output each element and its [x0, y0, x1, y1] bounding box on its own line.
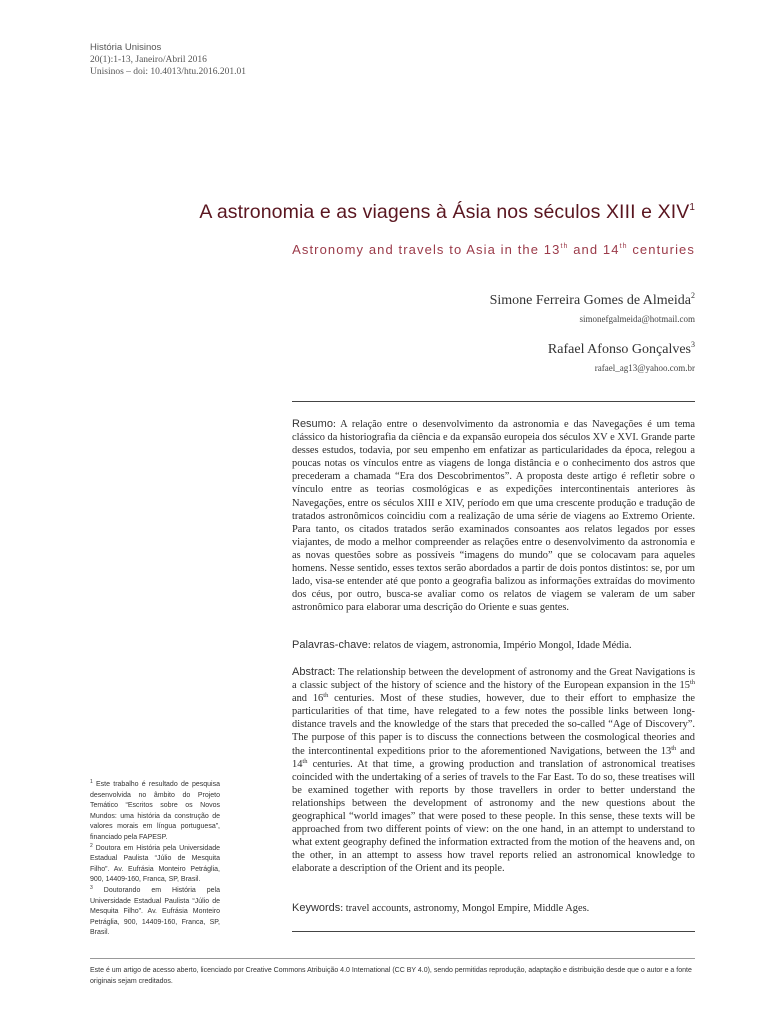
- footnote: [90, 780, 220, 844]
- abstract-sup: th: [689, 679, 695, 687]
- subtitle-sup: th: [560, 243, 569, 250]
- abstract-text: centuries. At that time, a growing production and translation of astronomical treatises coincided with the undertaking of a series of travels to the Far East. To do so, these treatises will be examined together with reports by those travellers in order to better understand the relationships between the development of astronomy and the new questions about the geographical “world images” that were posed to these people. In this sense, these texts will be approached from two different points of view: on the one hand, in an attempt to understand to what extent geography defined the information extracted from the motion of the heavens and, on the other, in an attempt to assess how travel reports relied an astronomical knowledge to elaborate a description of the Orient and its people.: [292, 758, 695, 875]
- footnote-number: 1: [90, 779, 93, 785]
- subtitle-part: and 14: [568, 242, 620, 257]
- footnote-number: 3: [90, 884, 93, 891]
- subtitle-part: centuries: [627, 242, 695, 257]
- author-note: 3: [691, 340, 695, 349]
- abstract-text: : The relationship between the development of astronomy and the Great Navigations is a classic subject of the history of science and the history of the European expansion in the 15: [292, 667, 695, 692]
- article-subtitle: [292, 242, 695, 257]
- author-name: Rafael Afonso Gonçalves: [547, 342, 691, 357]
- subtitle-sup: th: [619, 243, 628, 250]
- author-1: [490, 291, 695, 309]
- journal-header: [90, 42, 246, 78]
- footnote-text: Doutora em História pela Universidade Estadual Paulista “Júlio de Mesquita Filho”. Av. Eufrásia Monteiro Petráglia, 900, 14409-160, Franca, SP, Brasil.: [90, 844, 220, 884]
- footnote: [90, 886, 220, 939]
- journal-name: História Unisinos: [90, 42, 162, 53]
- abstract-text: and 16: [292, 693, 324, 705]
- footnote-text: Este trabalho é resultado de pesquisa desenvolvida no âmbito do Projeto Temático “Escritos sobre os Novos Mundos: uma história da construção de valores morais em língua portuguesa”, financiado pela FAPESP.: [90, 781, 220, 841]
- author-2: [548, 340, 695, 358]
- license-note: Este é um artigo de acesso aberto, licenciado por Creative Commons Atribuição 4.0 International (CC BY 4.0), sendo permitidas reprodução, adaptação e distribuição desde que o autor e a fonte originais sejam creditados.: [90, 967, 692, 985]
- footnote-number: 2: [90, 842, 93, 849]
- abstract-block: [292, 666, 695, 876]
- journal-doi: Unisinos – doi: 10.4013/htu.2016.201.01: [90, 67, 246, 77]
- abstract-text: and 14: [292, 745, 695, 770]
- author-note: 2: [691, 291, 695, 300]
- keywords: [292, 902, 695, 915]
- resumo-block: [292, 418, 695, 614]
- resumo-label: Resumo: [292, 418, 333, 430]
- abstract-text: centuries. Most of these studies, however, due to their effort to emphasize the particularities of that time, have relegated to a few notes the possible links between long-distance travels and the knowledge of the stars that preceded the so-called “Age of Discovery”. The purpose of this paper is to discuss the connections between the cosmological theories and the intercontinental expeditions prior to the aforementioned Navigations, between the 13: [292, 693, 696, 757]
- palavras-label: Palavras-chave: [292, 639, 368, 651]
- author-1-email[interactable]: simonefgalmeida@hotmail.com: [579, 314, 695, 324]
- abstract-sup: th: [323, 692, 329, 700]
- palavras-chave: [292, 639, 695, 652]
- bottom-abstract-rule: [292, 931, 695, 932]
- footnotes: [90, 780, 220, 939]
- article-title: [199, 201, 695, 224]
- keywords-text: : travel accounts, astronomy, Mongol Empire, Middle Ages.: [340, 903, 590, 914]
- abstract-sup: th: [302, 757, 308, 765]
- title-note: 1: [689, 202, 695, 213]
- abstract-sup: th: [671, 744, 677, 752]
- keywords-label: Keywords: [292, 902, 341, 914]
- top-rule: [292, 401, 695, 402]
- palavras-text: : relatos de viagem, astronomia, Império Mongol, Idade Média.: [367, 640, 632, 651]
- author-2-email[interactable]: rafael_ag13@yahoo.com.br: [594, 363, 695, 373]
- abstract-label: Abstract: [292, 666, 333, 678]
- resumo-text: : A relação entre o desenvolvimento da astronomia e das Navegações é um tema clássico da historiografia da ciência e da expansão europeia dos séculos XV e XVI. Grande parte desses estudos, todavia, por seu empenho em enfatizar as particularidades da época, relegou a poucas notas os vínculos entre as viagens de longa distância e o conhecimento dos astros que precederam a chamada “Era dos Descobrimentos”. A proposta deste artigo é refletir sobre o vínculo entre as teorias cosmológicas e as expedições intercontinentais anteriores às Navegações, entre os séculos XIII e XIV, período em que uma crescente produção e tradução de tratados astronômicos coincidiu com a realização de uma série de viagens ao Extremo Oriente. Para tanto, os citados tratados serão examinados consoantes aos relatos legados por esses viajantes, de modo a melhor compreender as relações entre o desenvolvimento da astronomia e as novas questões sobre as possíveis “imagens do mundo” que se colocavam para aqueles homens. Nesse sentido, esses textos serão abordados a partir de dois pontos distintos: se, por um lado, visa-se entender até que ponto a geografia balizou as informações extraídas do movimento dos céus, por outro, busca-se avaliar como os relatos de viagem se valeram de um saber astronômico para elaborar uma descrição do Oriente e suas gentes.: [292, 419, 695, 614]
- title-text: A astronomia e as viagens à Ásia nos séculos XIII e XIV: [199, 201, 690, 223]
- footnote-text: Doutorando em História pela Universidade Estadual Paulista “Júlio de Mesquita Filho”. Av. Eufrásia Monteiro Petráglia, 900, 14409-160, Franca, SP, Brasil.: [90, 886, 220, 937]
- footnote: [90, 844, 220, 886]
- subtitle-part: Astronomy and travels to Asia in the 13: [292, 242, 561, 257]
- license-rule: [90, 958, 695, 959]
- journal-issue: 20(1):1-13, Janeiro/Abril 2016: [90, 55, 207, 65]
- author-name: Simone Ferreira Gomes de Almeida: [489, 293, 691, 308]
